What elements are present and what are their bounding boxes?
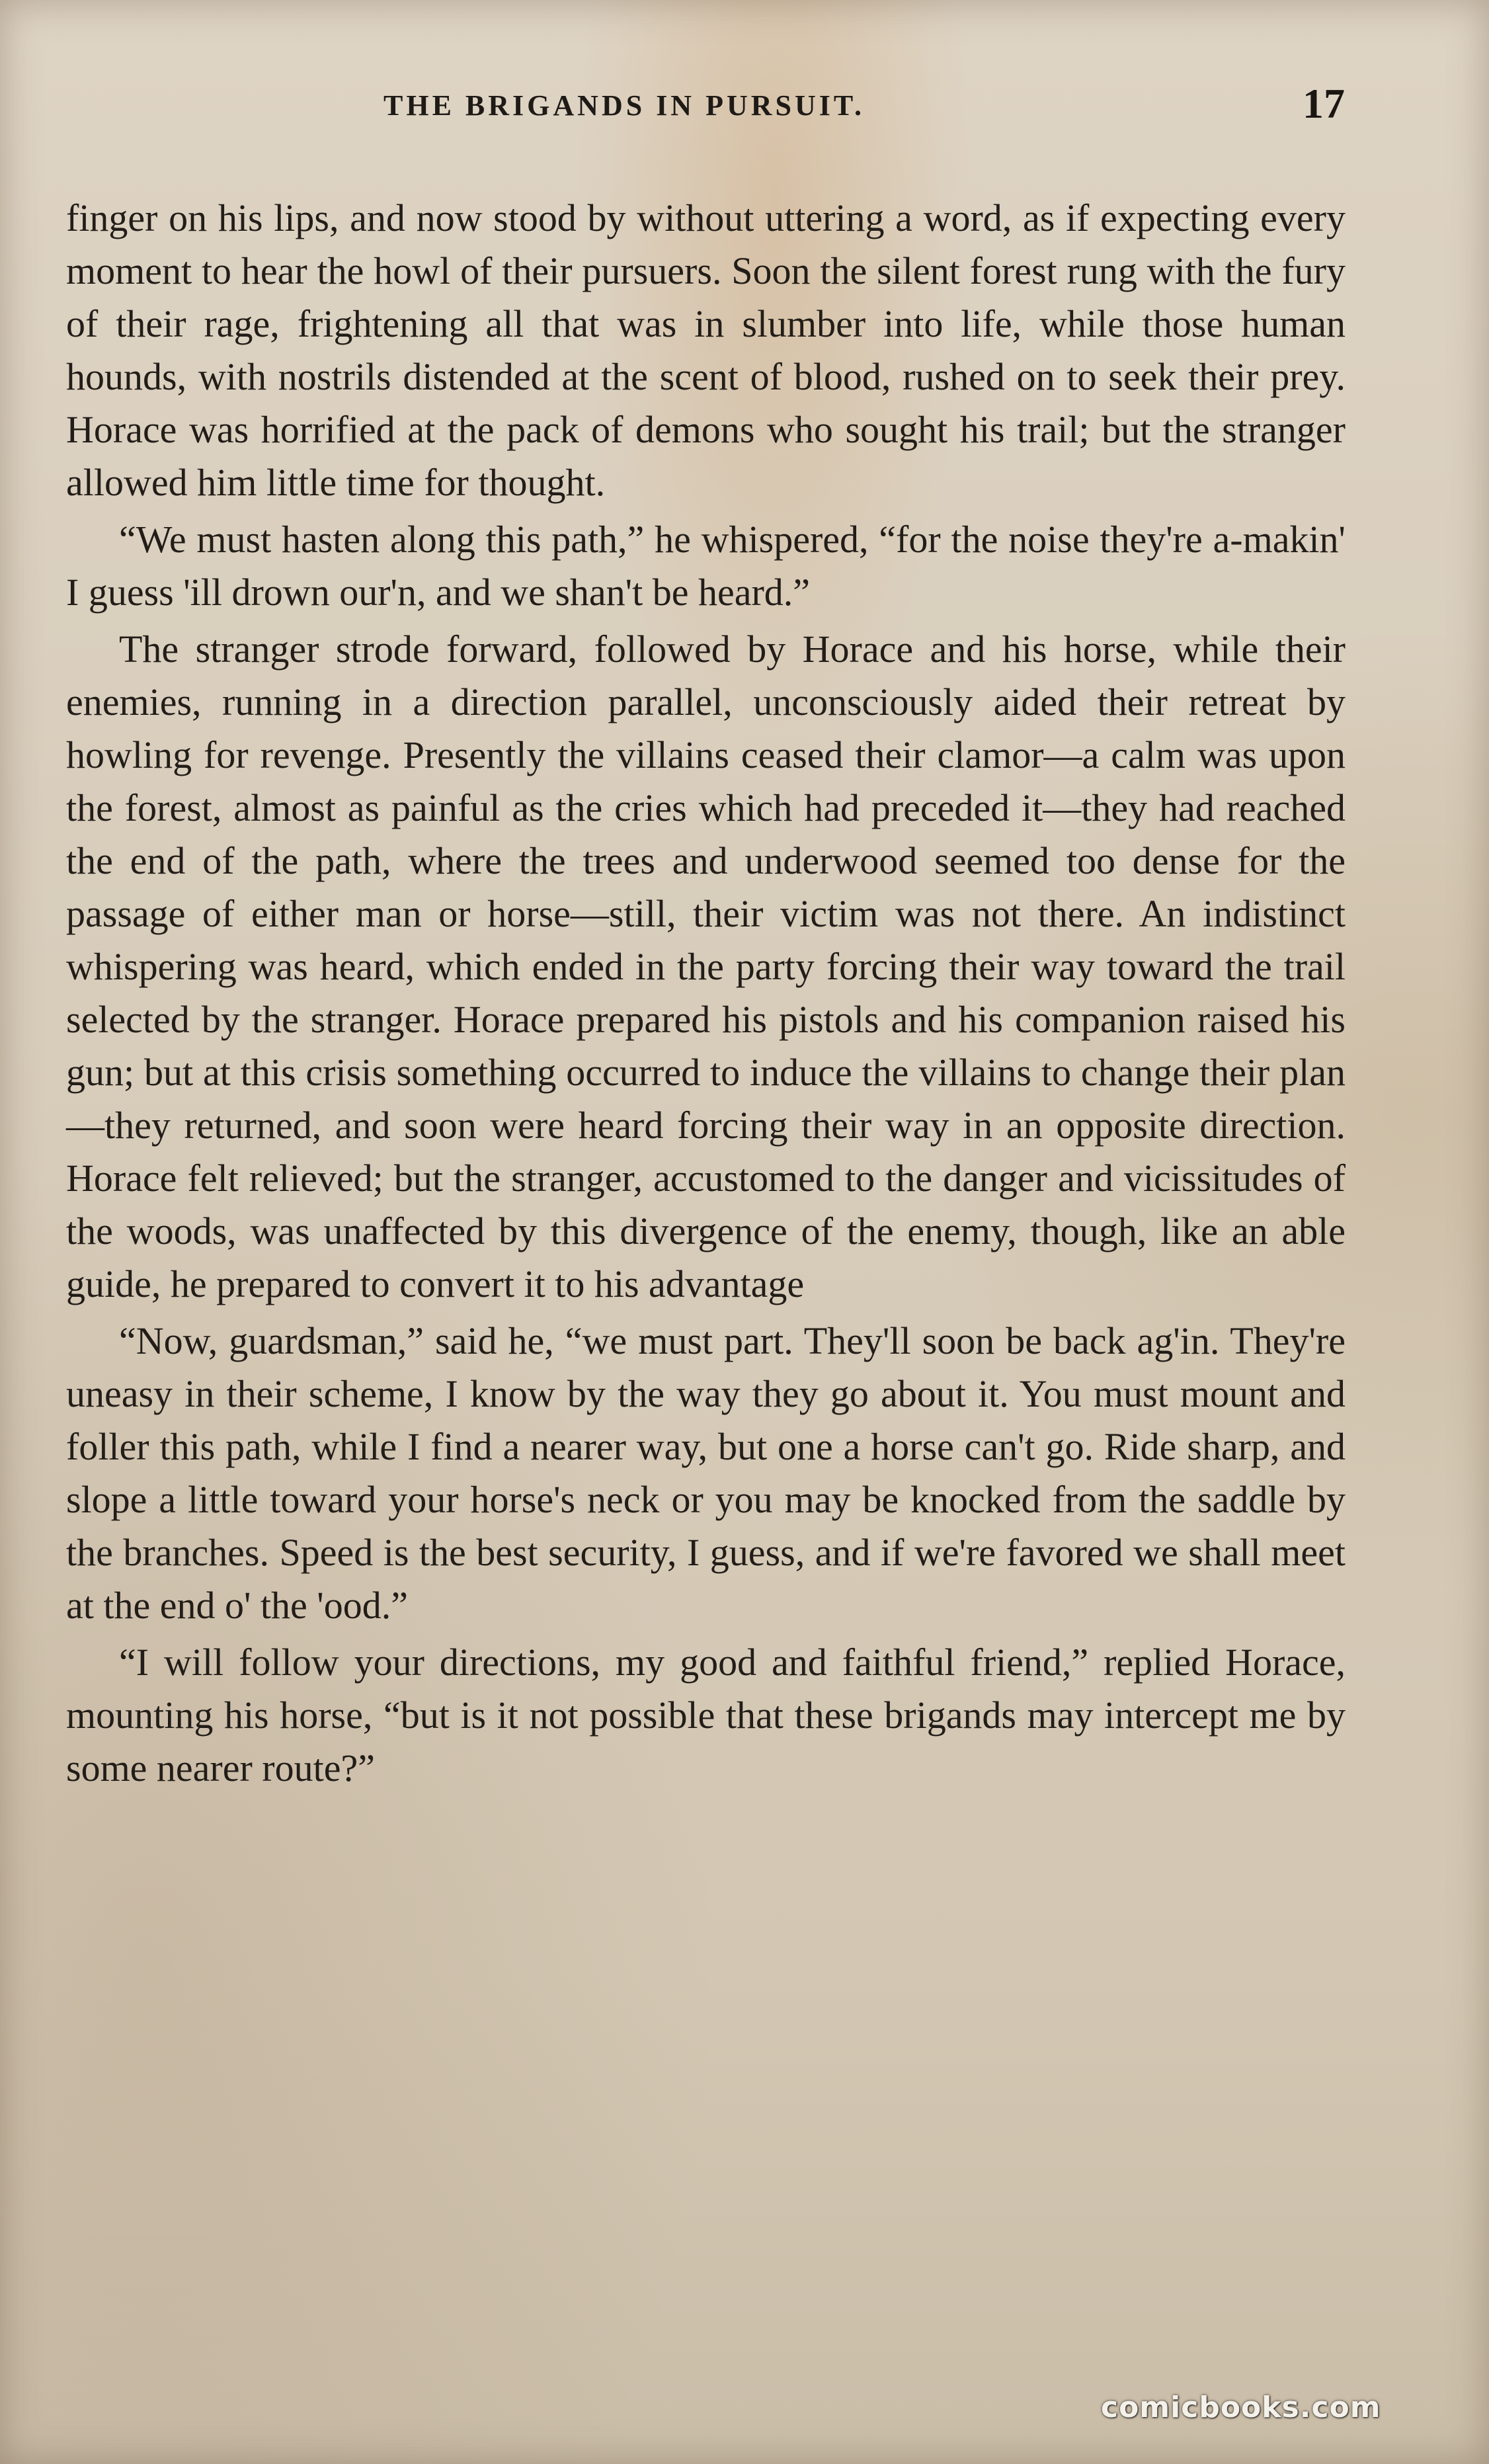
running-title: THE BRIGANDS IN PURSUIT. bbox=[383, 89, 865, 122]
site-watermark: comicbooks.com bbox=[1101, 2391, 1381, 2424]
page-header bbox=[0, 79, 1489, 145]
paragraph: “I will follow your directions, my good and faithful friend,” replied Horace, mounting his horse, “but is it not possible that these brigands may intercept me by some nearer route?” bbox=[66, 1641, 1346, 1789]
paragraph: The stranger strode forward, followed by Horace and his horse, while their enemies, running in a direction parallel, unconsciously aided their retreat by howling for revenge. Presently the villains ceased their clamor—a calm was upon the forest, almost as painful as the cries which had preceded it—they had reached the end of the path, where the trees and underwood seemed too dense for the passage of either man or horse—still, their victim was not there. An indistinct whispering was heard, which ended in the party forcing their way toward the trail selected by the stranger. Horace prepared his pistols and his companion raised his gun; but at this crisis something occurred to induce the villains to change their plan—they returned, and soon were heard forcing their way in an opposite direction. Horace felt relieved; but the stranger, accustomed to the danger and vicissitudes of the woods, was unaffected by this divergence of the enemy, though, like an able guide, he prepared to convert it to his advantage bbox=[66, 628, 1346, 1305]
paragraph: “We must hasten along this path,” he whispered, “for the noise they're a-makin' I guess 'ill drown our'n, and we shan't be heard.” bbox=[66, 518, 1346, 614]
page-number: 17 bbox=[1303, 80, 1345, 127]
paragraph: finger on his lips, and now stood by without uttering a word, as if expecting every moment to hear the howl of their pursuers. Soon the silent forest rung with the fury of their rage, frightening all that was in slumber into life, while those human hounds, with nostrils distended at the scent of blood, rushed on to seek their prey. Horace was horrified at the pack of demons who sought his trail; but the stranger allowed him little time for thought. bbox=[66, 196, 1346, 504]
paragraph: “Now, guardsman,” said he, “we must part. They'll soon be back ag'in. They're uneasy in their scheme, I know by the way they go about it. You must mount and foller this path, while I find a nearer way, but one a horse can't go. Ride sharp, and slope a little toward your horse's neck or you may be knocked from the saddle by the branches. Speed is the best security, I guess, and if we're favored we shall meet at the end o' the 'ood.” bbox=[66, 1319, 1346, 1627]
body-text bbox=[66, 192, 1346, 1795]
